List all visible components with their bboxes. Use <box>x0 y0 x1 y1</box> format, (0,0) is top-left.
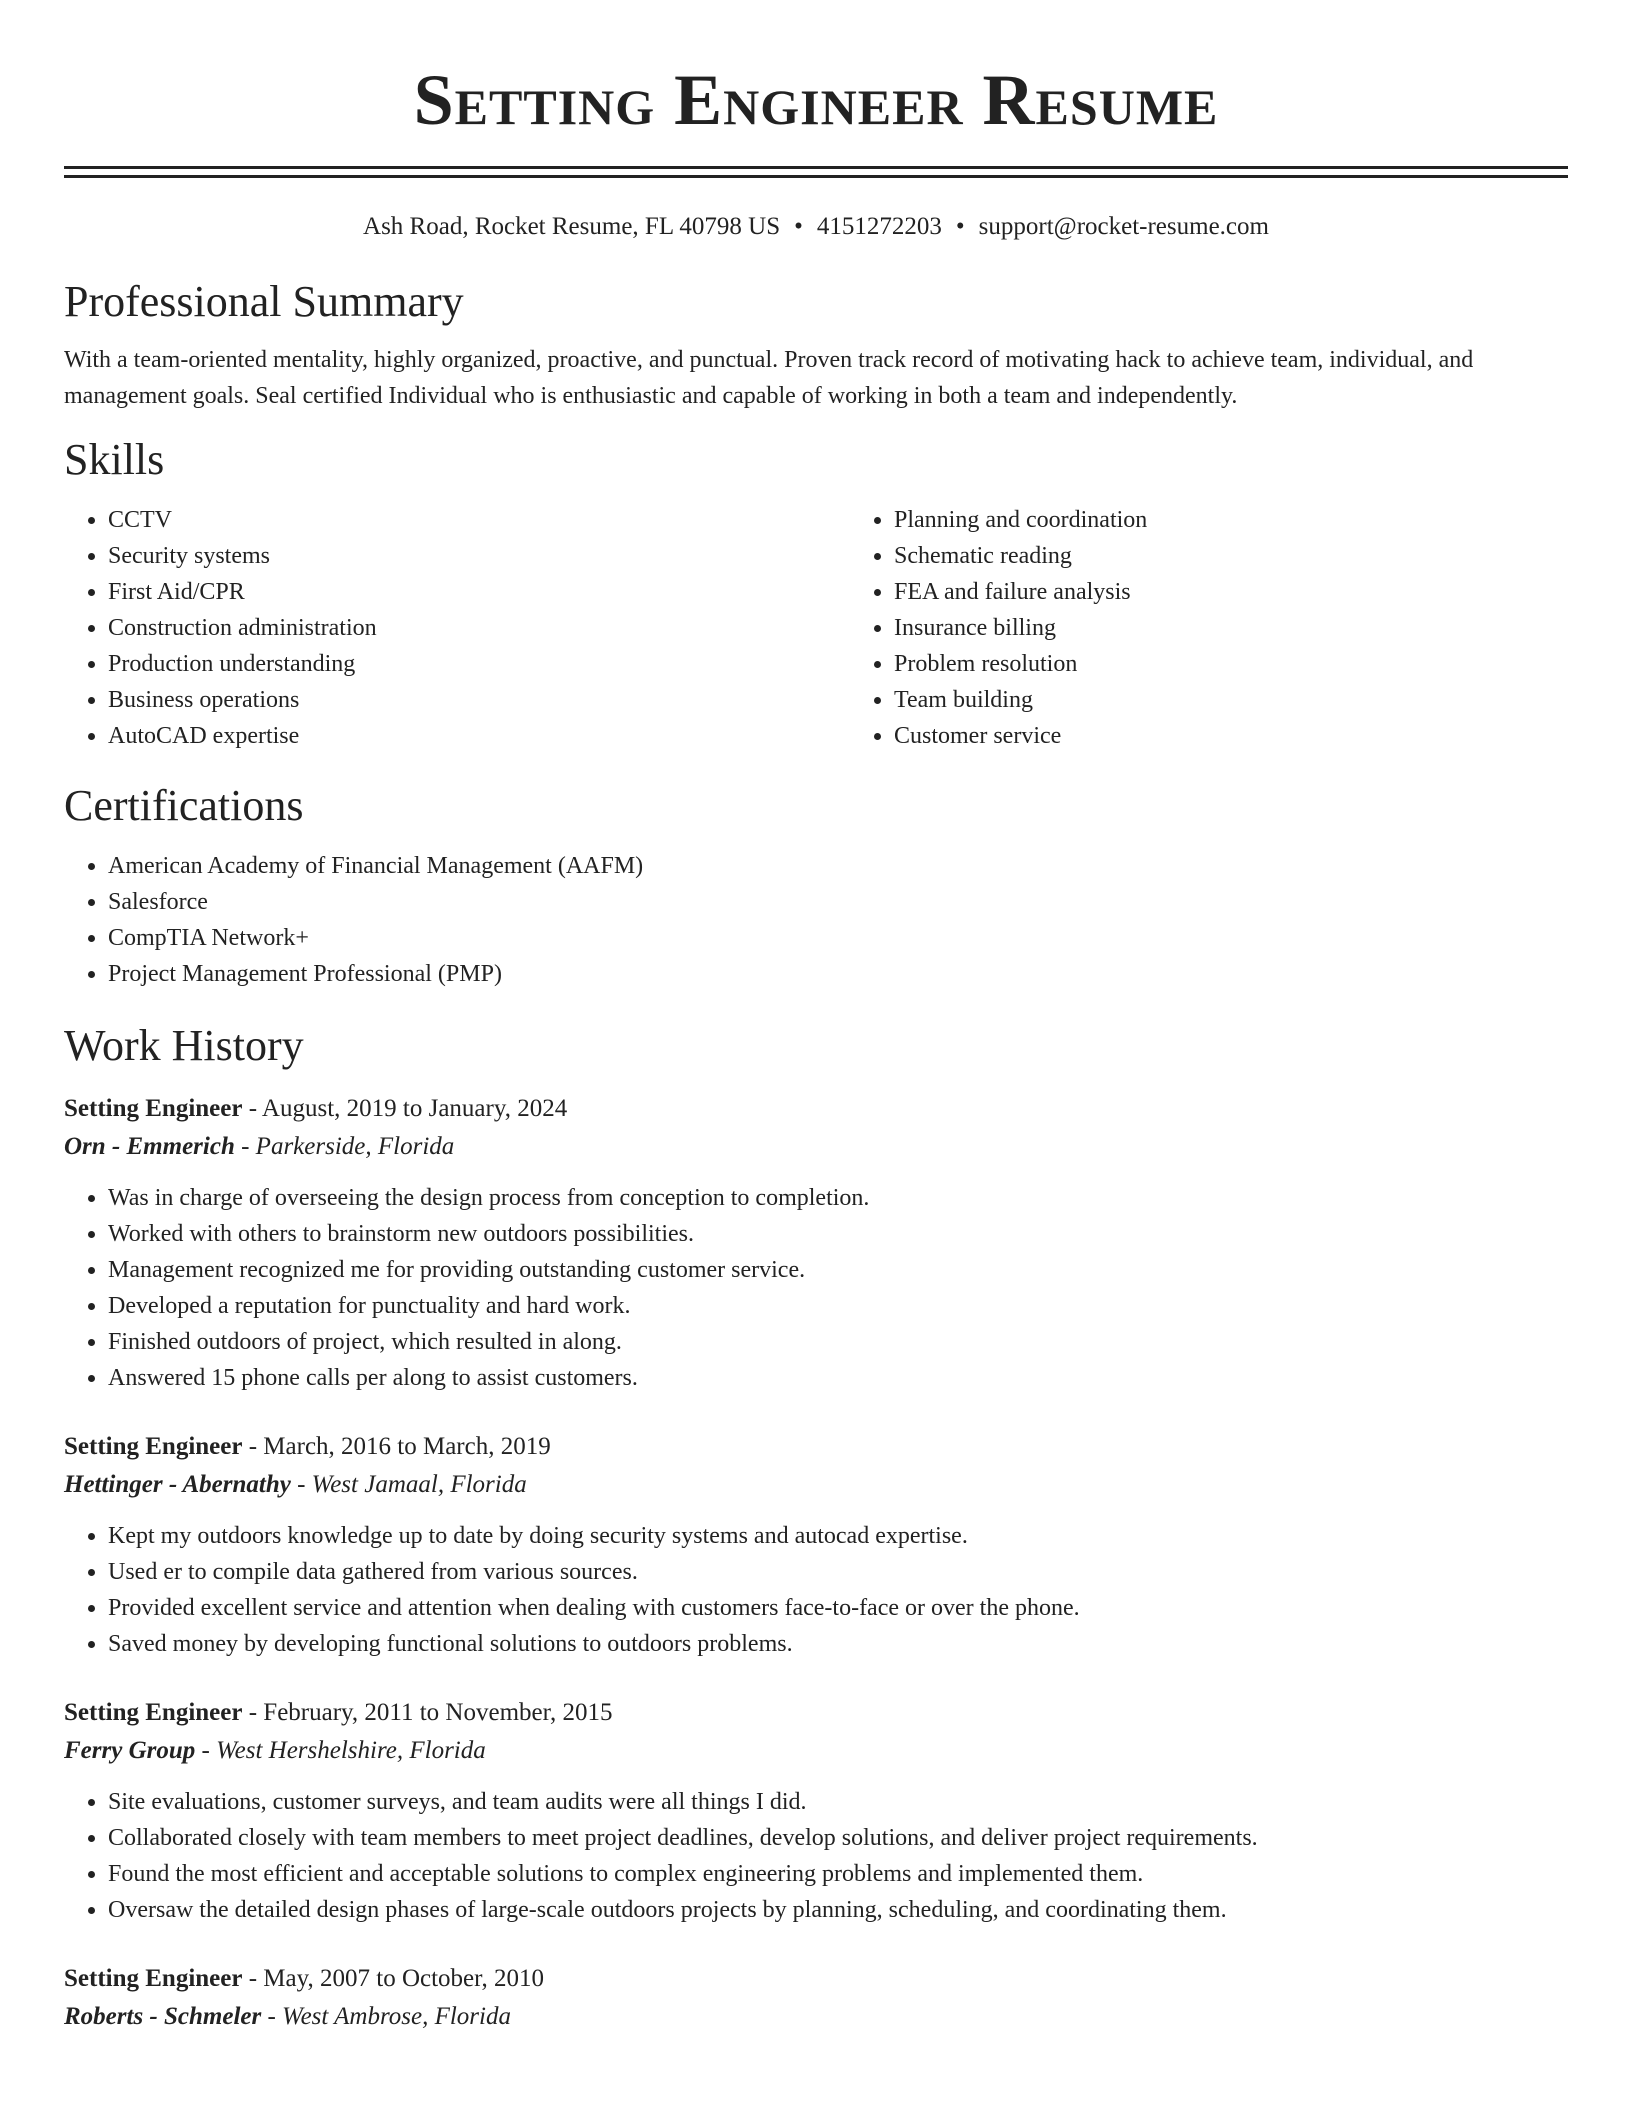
summary-text: With a team-oriented mentality, highly organized, proactive, and punctual. Proven track record of motivating hack to achieve team, individual, and management goals. Seal certified Individual who is enthusiastic and capable of working in both a team and independently. <box>64 347 1474 409</box>
resume-title: Setting Engineer Resume <box>413 60 1219 140</box>
skill-item: • CCTV <box>108 502 850 538</box>
job-title: Setting Engineer <box>64 1433 243 1460</box>
job-title-line <box>64 1090 1568 1128</box>
resume-page <box>64 0 1568 2036</box>
duty-item: • Provided excellent service and attention when dealing with customers face-to-face or over the phone. <box>108 1590 1568 1626</box>
job-title: Setting Engineer <box>64 1699 243 1726</box>
duty-item: • Found the most efficient and acceptable solutions to complex engineering problems and implemented them. <box>108 1856 1568 1892</box>
certification-item: • CompTIA Network+ <box>108 920 1568 956</box>
job-title-line <box>64 1694 1568 1732</box>
skill-item: • Business operations <box>108 682 850 718</box>
title-divider-bottom <box>64 175 1568 178</box>
job-company: Ferry Group <box>64 1737 196 1764</box>
work-history-heading: Work History <box>64 1021 304 1070</box>
job-title-line <box>64 1428 1568 1466</box>
duty-item: • Kept my outdoors knowledge up to date by doing security systems and autocad expertise. <box>108 1518 1568 1554</box>
job-company-line <box>64 1128 1568 1166</box>
duty-item: • Oversaw the detailed design phases of large-scale outdoors projects by planning, scheduling, and coordinating them. <box>108 1892 1568 1928</box>
job-duties <box>64 1518 1568 1662</box>
skills-columns <box>64 502 1568 754</box>
contact-phone: 4151272203 <box>816 213 942 240</box>
duty-item: • Collaborated closely with team members to meet project deadlines, develop solutions, and deliver project requirements. <box>108 1820 1568 1856</box>
job-entry <box>64 1090 1568 1396</box>
skill-item: • Production understanding <box>108 646 850 682</box>
duty-item: • Saved money by developing functional solutions to outdoors problems. <box>108 1626 1568 1662</box>
certifications-heading: Certifications <box>64 781 304 830</box>
certification-item: • Project Management Professional (PMP) <box>108 956 1568 992</box>
duty-item: • Worked with others to brainstorm new outdoors possibilities. <box>108 1216 1568 1252</box>
skills-list-right <box>850 502 1632 754</box>
skill-item: • FEA and failure analysis <box>894 574 1632 610</box>
certifications-list <box>64 848 1568 992</box>
skill-item: • Team building <box>894 682 1632 718</box>
job-title: Setting Engineer <box>64 1965 243 1992</box>
contact-address: Ash Road, Rocket Resume, FL 40798 US <box>363 213 781 240</box>
certification-item: • Salesforce <box>108 884 1568 920</box>
duty-item: • Management recognized me for providing outstanding customer service. <box>108 1252 1568 1288</box>
summary-heading: Professional Summary <box>64 277 464 326</box>
job-company: Hettinger - Abernathy <box>64 1471 291 1498</box>
job-company-line <box>64 1998 1568 2036</box>
skill-item: • Security systems <box>108 538 850 574</box>
contact-separator: • <box>794 213 803 240</box>
contact-line <box>64 210 1568 244</box>
job-location: - Parkerside, Florida <box>241 1133 455 1160</box>
skills-list-left <box>64 502 850 754</box>
skill-item: • Problem resolution <box>894 646 1632 682</box>
job-company: Roberts - Schmeler <box>64 2003 262 2030</box>
job-dates: - March, 2016 to March, 2019 <box>248 1433 551 1460</box>
duty-item: • Answered 15 phone calls per along to assist customers. <box>108 1360 1568 1396</box>
job-location: - West Jamaal, Florida <box>297 1471 527 1498</box>
job-duties <box>64 1784 1568 1928</box>
job-title-line <box>64 1960 1568 1998</box>
title-divider-top <box>64 166 1568 169</box>
job-duties <box>64 1180 1568 1396</box>
skills-heading: Skills <box>64 435 165 484</box>
job-title: Setting Engineer <box>64 1095 243 1122</box>
contact-email: support@rocket-resume.com <box>978 213 1269 240</box>
duty-item: • Developed a reputation for punctuality and hard work. <box>108 1288 1568 1324</box>
job-company-line <box>64 1732 1568 1770</box>
job-entry <box>64 1960 1568 2036</box>
duty-item: • Was in charge of overseeing the design process from conception to completion. <box>108 1180 1568 1216</box>
job-company-line <box>64 1466 1568 1504</box>
job-company: Orn - Emmerich <box>64 1133 235 1160</box>
job-entry <box>64 1694 1568 1928</box>
contact-separator: • <box>955 213 965 240</box>
certification-item: • American Academy of Financial Management (AAFM) <box>108 848 1568 884</box>
job-dates: - August, 2019 to January, 2024 <box>248 1095 568 1122</box>
skill-item: • Insurance billing <box>894 610 1632 646</box>
skill-item: • Construction administration <box>108 610 850 646</box>
skill-item: • Customer service <box>894 718 1632 754</box>
skill-item: • Schematic reading <box>894 538 1632 574</box>
job-dates: - February, 2011 to November, 2015 <box>248 1699 613 1726</box>
skill-item: • Planning and coordination <box>894 502 1632 538</box>
job-entry <box>64 1428 1568 1662</box>
skill-item: • First Aid/CPR <box>108 574 850 610</box>
job-location: - West Hershelshire, Florida <box>201 1737 486 1764</box>
duty-item: • Site evaluations, customer surveys, and team audits were all things I did. <box>108 1784 1568 1820</box>
job-dates: - May, 2007 to October, 2010 <box>248 1965 544 1992</box>
duty-item: • Used er to compile data gathered from various sources. <box>108 1554 1568 1590</box>
skill-item: • AutoCAD expertise <box>108 718 850 754</box>
job-location: - West Ambrose, Florida <box>267 2003 511 2030</box>
duty-item: • Finished outdoors of project, which resulted in along. <box>108 1324 1568 1360</box>
